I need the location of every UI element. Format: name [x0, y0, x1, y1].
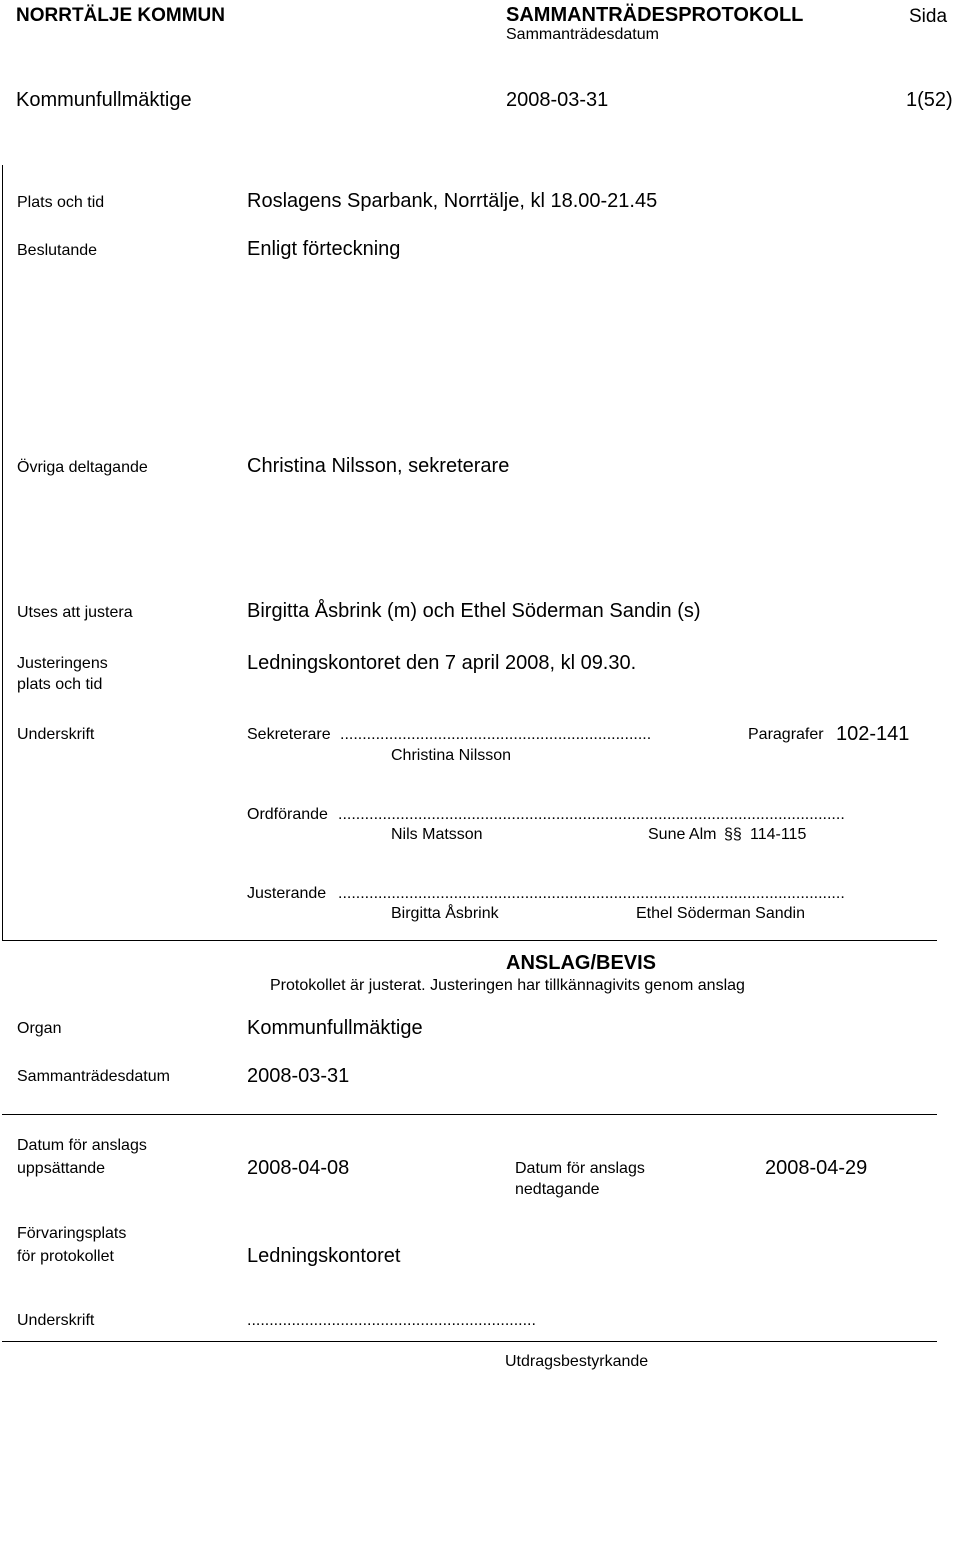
page-number: 1(52)	[906, 89, 953, 111]
plats-value: Roslagens Sparbank, Norrtälje, kl 18.00-21.45	[247, 190, 658, 212]
uppsattande-label: Datum för anslags	[17, 1137, 147, 1154]
meeting-date: 2008-03-31	[506, 89, 609, 111]
organ-heading: Kommunfullmäktige	[16, 89, 192, 111]
justeringens-value: Ledningskontoret den 7 april 2008, kl 09.30.	[247, 652, 637, 674]
justeringens-label: Justeringens	[17, 655, 108, 672]
organ-label: Organ	[17, 1020, 62, 1037]
ordforande-range: 114-115	[750, 826, 807, 843]
underskrift-label: Underskrift	[17, 726, 95, 743]
nedtagande-label: Datum för anslags	[515, 1160, 645, 1177]
sammantradesdatum-label: Sammanträdesdatum	[17, 1068, 170, 1085]
justeringens-label-line2: plats och tid	[17, 676, 103, 693]
justerande-name-1: Birgitta Åsbrink	[391, 905, 499, 922]
justerande-name-2: Ethel Söderman Sandin	[636, 905, 805, 922]
paragrafer-value: 102-141	[836, 723, 910, 745]
left-margin-rule	[2, 165, 3, 940]
ovriga-label: Övriga deltagande	[17, 459, 148, 476]
plats-label: Plats och tid	[17, 194, 105, 211]
paragraph-sign: §§	[724, 826, 742, 843]
forvaring-label-line2: för protokollet	[17, 1248, 114, 1265]
utses-value: Birgitta Åsbrink (m) och Ethel Söderman Sandin (s)	[247, 600, 701, 622]
sekreterare-label: Sekreterare	[247, 726, 331, 743]
nedtagande-value: 2008-04-29	[765, 1157, 868, 1179]
sekreterare-name: Christina Nilsson	[391, 747, 512, 764]
ordforande-name: Nils Matsson	[391, 826, 483, 843]
forvaring-value: Ledningskontoret	[247, 1245, 401, 1267]
ordforande-label: Ordförande	[247, 806, 328, 823]
utses-label: Utses att justera	[17, 604, 133, 621]
sammantradesdatum-value: 2008-03-31	[247, 1065, 350, 1087]
page-label: Sida	[909, 6, 948, 27]
beslutande-label: Beslutande	[17, 242, 98, 259]
anslag-bottom-rule	[2, 1341, 937, 1342]
ordforande-signature-line: ..................................................................................................................	[338, 806, 845, 823]
nedtagande-label-line2: nedtagande	[515, 1181, 600, 1198]
anslag-text: Protokollet är justerat. Justeringen har tillkännagivits genom anslag	[270, 977, 745, 994]
anslag-middle-rule	[2, 1114, 937, 1115]
anslag-top-rule	[2, 940, 937, 941]
date-label: Sammanträdesdatum	[506, 26, 659, 43]
beslutande-value: Enligt förteckning	[247, 238, 401, 260]
uppsattande-value: 2008-04-08	[247, 1157, 350, 1179]
anslag-signature-line: .................................................................	[247, 1312, 536, 1329]
uppsattande-label-line2: uppsättande	[17, 1160, 106, 1177]
document-title: SAMMANTRÄDESPROTOKOLL	[506, 4, 804, 26]
forvaring-label: Förvaringsplats	[17, 1225, 127, 1242]
paragrafer-label: Paragrafer	[748, 726, 824, 743]
organ-value: Kommunfullmäktige	[247, 1017, 423, 1039]
sekreterare-signature-line: ......................................................................	[340, 726, 652, 743]
anslag-title: ANSLAG/BEVIS	[506, 952, 657, 974]
municipality-name: NORRTÄLJE KOMMUN	[16, 5, 225, 26]
utdragsbestyrkande: Utdragsbestyrkande	[505, 1353, 649, 1370]
justerande-label: Justerande	[247, 885, 327, 902]
ordforande-name-2: Sune Alm	[648, 826, 717, 843]
justerande-signature-line: ..................................................................................................................	[338, 885, 845, 902]
anslag-underskrift-label: Underskrift	[17, 1312, 95, 1329]
ovriga-value: Christina Nilsson, sekreterare	[247, 455, 510, 477]
